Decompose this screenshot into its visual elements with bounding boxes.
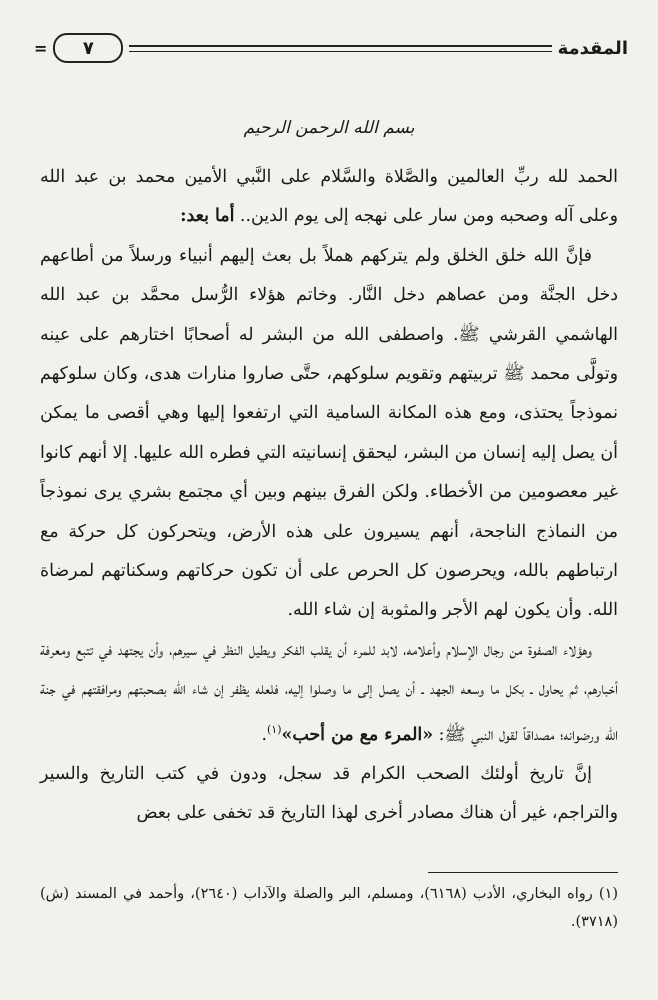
footnote-reference: (١): [266, 722, 282, 736]
paragraph: الحمد لله ربِّ العالمين والصَّلاة والسَّلام على النَّبي الأمين محمد بن عبد الله وعلى آله وصحبه ومن سار على نهجه إلى يوم الدين.. أما بعد:: [40, 167, 618, 227]
paragraph: إنَّ تاريخ أولئك الصحب الكرام قد سجل، ودون في كتب التاريخ والسير والتراجم، غير أن هناك مصادر أخرى لهذا التاريخ قد تخفى على بعض: [40, 763, 618, 824]
paragraph: وهؤلاء الصفوة من رجال الإسلام وأعلامه، لابد للمرء أن يقلب الفكر ويطيل النظر في سيرهم، وأن يجتهد في تتبع ومعرفة أخبارهم، ثم يحاول ـ بكل ما وسعه الجهد ـ أن يصل إلى ما وصلوا إليه، فلعله يظفر إن شاء الله بصحبتهم ومرافقتهم في جنة الله ورضوانه؛ مصداقاً لقول النبي ﷺ: «المرء مع من أحب»$^{(١)}$.: [40, 639, 618, 745]
chapter-title: المقدمة: [557, 37, 628, 59]
footnotes: [40, 880, 618, 936]
page-number: ٧: [53, 33, 123, 63]
footnote: (١) رواه البخاري، الأدب (٦١٦٨)، ومسلم، البر والصلة والآداب (٢٦٤٠)، وأحمد في المسند (ش) (٣٧١٨).: [40, 886, 619, 930]
body-text: [40, 158, 618, 834]
footnote-divider: [428, 872, 618, 873]
header-rule: [129, 45, 551, 52]
paragraph: فإنَّ الله خلق الخلق ولم يتركهم هملاً بل بعث إليهم أنبياء ورسلاً من أطاعهم دخل الجنَّة ومن عصاهم دخل النَّار. وخاتم هؤلاء الرُّسل محمَّد بن عبد الله الهاشمي القرشي ﷺ. واصطفى الله من البشر له أصحابًا اختارهم على عينه وتولَّى محمد ﷺ تربيتهم وتقويم سلوكهم، حتَّى صاروا منارات هدى، وكان سلوكهم نموذجاً يحتذى، ومع هذه المكانة السامية التي ارتفعوا إليها وهي أقصى ما يمكن أن يصل إليه إنسان من البشر، ليحقق إنسانيته التي فطره الله عليها. إلا أنهم كانوا غير معصومين من الأخطاء. ولكن الفرق بينهم وبين أي مجتمع بشري يرى نموذجاً من النماذج الناجحة، أنهم يسيرون على هذه الأرض، ويتحركون كل حركة مع ارتباطهم بالله، ويحرصون كل الحرص على أن تكون حركاتهم وسكناتهم لمرضاة الله. وأن يكون لهم الأجر والمثوبة إن شاء الله.: [40, 245, 618, 621]
page-header: [34, 30, 628, 66]
basmala: بسم الله الرحمن الرحيم: [243, 118, 415, 138]
hadith-quote: «المرء مع من أحب»: [281, 724, 434, 745]
header-end-mark: =: [34, 38, 48, 58]
